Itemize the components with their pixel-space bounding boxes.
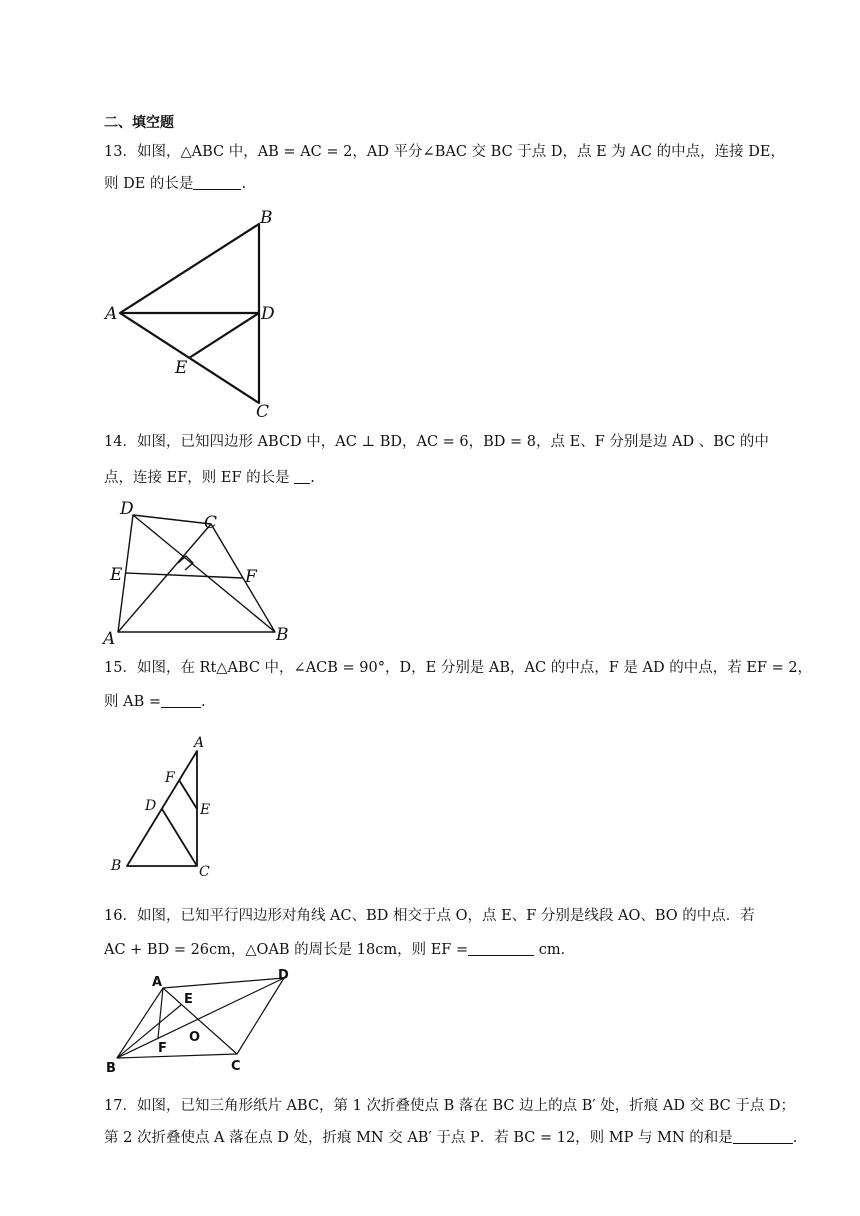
q14-suffix: .: [310, 470, 315, 486]
q15-label-a: A: [194, 735, 205, 751]
q14-segment-ef: [125, 573, 243, 578]
q17-answer-blank[interactable]: [733, 1129, 793, 1144]
q14-label-a: A: [103, 629, 116, 649]
q14-label-e: E: [110, 565, 123, 585]
q14-answer-blank[interactable]: [294, 469, 310, 484]
q16-label-o: O: [189, 1030, 201, 1045]
q16-label-f: F: [158, 1041, 167, 1056]
q15-text-line2: [104, 692, 206, 712]
q15-label-f: F: [165, 770, 175, 786]
q14-label-c: C: [204, 513, 218, 533]
q16-text-line1: 16．如图，已知平行四边形对角线 AC、BD 相交于点 O，点 E、F 分别是线段 AO、BO 的中点．若: [104, 908, 755, 924]
q16-label-d: D: [278, 968, 289, 983]
q16-label-e: E: [184, 992, 193, 1007]
q15-segment-dc: [162, 809, 197, 866]
q14-label-d: D: [120, 499, 134, 519]
q13-label-e: E: [175, 358, 188, 378]
q15-label-b: B: [111, 858, 122, 874]
q13-label-b: B: [260, 208, 273, 228]
q14-text-line2: [104, 468, 315, 488]
q15-figure: [105, 732, 225, 882]
q13-text-line2: [104, 174, 246, 194]
q16-answer-blank[interactable]: [468, 941, 534, 956]
q13-label-a: A: [105, 304, 118, 324]
q16-text-line2: [104, 940, 575, 960]
q13-prefix: 则 DE 的长是: [104, 176, 194, 192]
q14-text-line1: 14．如图，已知四边形 ABCD 中，AC ⊥ BD，AC = 6，BD = 8，点 E、F 分别是边 AD 、BC 的中: [104, 434, 769, 450]
q15-label-c: C: [199, 864, 210, 880]
q15-answer-blank[interactable]: [161, 693, 201, 708]
q15-segment-fe: [179, 780, 197, 809]
q16-label-a: A: [152, 975, 163, 990]
q16-suffix: cm．: [538, 942, 576, 958]
q15-text-line1: 15．如图，在 Rt△ABC 中，∠ACB = 90°，D，E 分别是 AB，AC 的中点，F 是 AD 的中点，若 EF = 2，: [104, 660, 813, 676]
q14-label-b: B: [276, 625, 289, 645]
q14-prefix: 点，连接 EF，则 EF 的长是: [104, 470, 290, 486]
q13-label-d: D: [261, 304, 275, 324]
q17-suffix: .: [792, 1130, 798, 1146]
section-title: 二、填空题: [104, 115, 174, 131]
q15-suffix: .: [201, 694, 206, 710]
q13-suffix: .: [241, 176, 247, 192]
q16-figure: [100, 966, 310, 1076]
q13-figure: [100, 205, 300, 420]
q15-prefix: 则 AB =: [104, 694, 161, 710]
q16-prefix: AC + BD = 26cm，△OAB 的周长是 18cm，则 EF =: [104, 942, 469, 958]
q17-text-line2: [104, 1128, 797, 1148]
q14-label-f: F: [245, 567, 257, 587]
q13-label-c: C: [256, 402, 270, 422]
q15-label-d: D: [145, 798, 157, 814]
q17-text-line1: 17．如图，已知三角形纸片 ABC，第 1 次折叠使点 B 落在 BC 边上的点 B′ 处，折痕 AD 交 BC 于点 D；: [104, 1098, 796, 1114]
q13-text-line1: 13．如图，△ABC 中，AB = AC = 2，AD 平分∠BAC 交 BC 于点 D，点 E 为 AC 的中点，连接 DE，: [104, 144, 785, 160]
q15-label-e: E: [200, 802, 211, 818]
q16-label-b: B: [106, 1061, 116, 1076]
q17-prefix: 第 2 次折叠使点 A 落在点 D 处，折痕 MN 交 AB′ 于点 P．若 BC = 12，则 MP 与 MN 的和是: [104, 1130, 733, 1146]
q16-label-c: C: [231, 1059, 241, 1074]
q13-answer-blank[interactable]: [193, 175, 241, 190]
q14-figure: [100, 498, 300, 649]
q13-segment-de: [189, 313, 259, 358]
